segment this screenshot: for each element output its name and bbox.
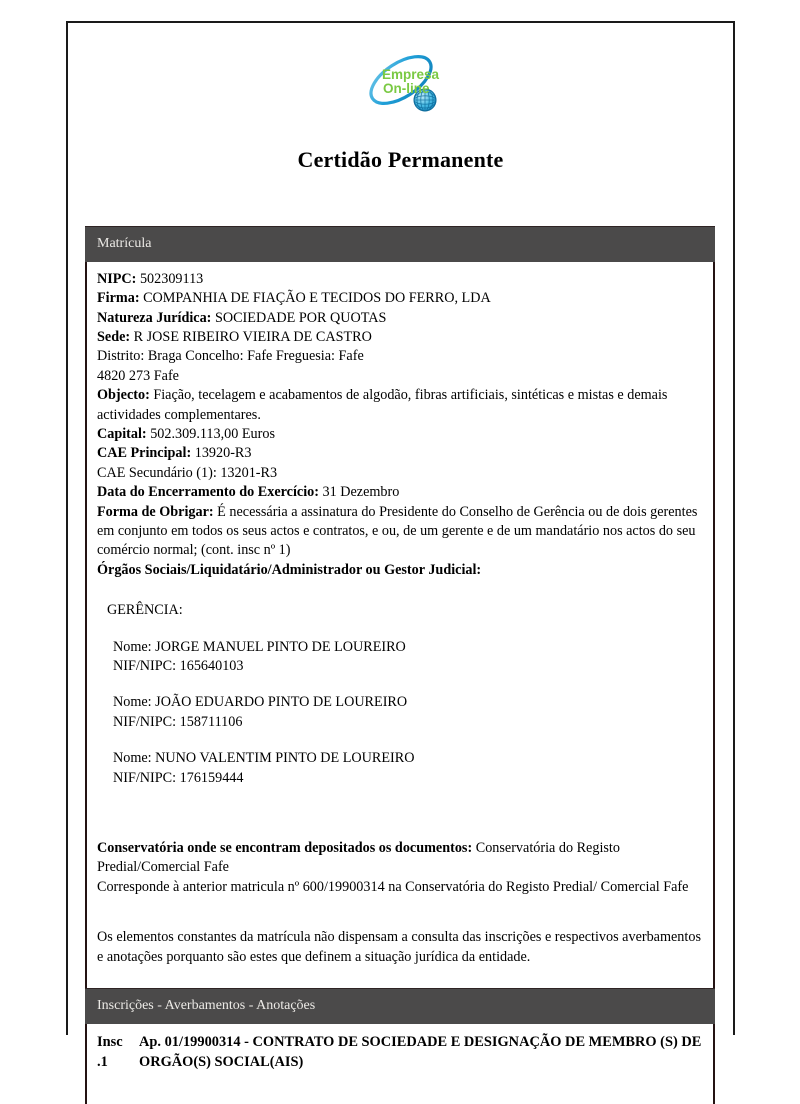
person-nif-line xyxy=(113,713,701,732)
person-name-label: Nome: xyxy=(113,638,152,655)
field-value: 4820 273 Fafe xyxy=(97,367,179,384)
field-label: Órgãos Sociais/Liquidatário/Administrador ou Gestor Judicial: xyxy=(97,561,482,578)
person-nif-value: 165640103 xyxy=(179,658,244,675)
person-nif-value: 176159444 xyxy=(179,769,244,786)
empresa-online-logo xyxy=(355,42,447,120)
field-nipc xyxy=(97,270,701,289)
field-orgaos-sociais xyxy=(97,561,701,580)
table-row xyxy=(87,1024,713,1072)
document-page xyxy=(66,21,735,1071)
field-value: É necessária a assinatura do Presidente do Conselho de Gerência ou de dois gerentes em conjunto em todos os seus actos e contratos, e ou, de um gerente e de um mandatário nos actos do seu comércio normal; (cont. insc nº 1) xyxy=(97,503,698,559)
field-value: 31 Dezembro xyxy=(322,484,400,501)
field-data-encerramento xyxy=(97,483,701,502)
person-name-line xyxy=(113,638,701,657)
field-value: Conservatória do Registo Predial/Comercial Fafe xyxy=(97,840,620,876)
person-name-value: NUNO VALENTIM PINTO DE LOUREIRO xyxy=(155,750,415,767)
field-value: Distrito: Braga Concelho: Fafe Freguesia: Fafe xyxy=(97,348,364,365)
person-entry xyxy=(97,749,701,788)
person-name-value: JORGE MANUEL PINTO DE LOUREIRO xyxy=(155,638,406,655)
field-value: 502.309.113,00 Euros xyxy=(150,425,275,442)
field-label: Forma de Obrigar: xyxy=(97,503,214,520)
person-nif-line xyxy=(113,769,701,788)
field-label: Capital: xyxy=(97,425,147,442)
person-name-label: Nome: xyxy=(113,750,152,767)
field-objecto xyxy=(97,386,701,425)
field-cae-principal xyxy=(97,444,701,463)
entry-code xyxy=(97,1033,139,1072)
person-entry xyxy=(97,638,701,677)
field-label: Firma: xyxy=(97,290,140,307)
field-label: Conservatória onde se encontram depositados os documentos: xyxy=(97,840,473,857)
field-label: Data do Encerramento do Exercício: xyxy=(97,484,319,501)
person-name-line xyxy=(113,693,701,712)
field-value: CAE Secundário (1): 13201-R3 xyxy=(97,464,278,481)
field-value: 502309113 xyxy=(139,270,204,287)
field-value: 13920-R3 xyxy=(194,445,252,462)
person-nif-line xyxy=(113,657,701,676)
person-nif-label: NIF/NIPC: xyxy=(113,658,177,675)
section-header-inscricoes: Inscrições - Averbamentos - Anotações xyxy=(85,988,715,1024)
field-matricula-anterior xyxy=(97,878,701,897)
field-forma-de-obrigar xyxy=(97,503,701,561)
field-conservatoria-deposito xyxy=(97,839,701,878)
entry-code-line1: Insc xyxy=(97,1034,123,1051)
person-entry xyxy=(97,693,701,732)
field-label: Sede: xyxy=(97,328,131,345)
field-value: Fiação, tecelagem e acabamentos de algodão, fibras artificiais, sintéticas e mistas e demais actividades complementares. xyxy=(97,387,668,423)
person-name-value: JOÃO EDUARDO PINTO DE LOUREIRO xyxy=(155,694,408,711)
field-value: R JOSE RIBEIRO VIEIRA DE CASTRO xyxy=(133,328,372,345)
field-firma xyxy=(97,289,701,308)
field-natureza-juridica xyxy=(97,309,701,328)
field-value: Corresponde à anterior matricula nº 600/19900314 na Conservatória do Registo Predial/ Comercial Fafe xyxy=(97,878,689,895)
section-header-matricula: Matrícula xyxy=(85,226,715,262)
field-value: COMPANHIA DE FIAÇÃO E TECIDOS DO FERRO, LDA xyxy=(143,290,491,307)
field-cae-secundario xyxy=(97,464,701,483)
field-label: Natureza Jurídica: xyxy=(97,309,212,326)
person-nif-value: 158711106 xyxy=(179,713,243,730)
person-nif-label: NIF/NIPC: xyxy=(113,769,177,786)
inscricoes-panel xyxy=(85,1024,715,1104)
field-sede xyxy=(97,328,701,347)
field-capital xyxy=(97,425,701,444)
field-value: SOCIEDADE POR QUOTAS xyxy=(214,309,387,326)
masthead xyxy=(68,23,733,125)
field-localidade xyxy=(97,347,701,366)
matricula-panel xyxy=(85,262,715,989)
entry-text: Ap. 01/19900314 - CONTRATO DE SOCIEDADE E DESIGNAÇÃO DE MEMBRO (S) DE ORGÃO(S) SOCIAL(AIS) xyxy=(139,1034,702,1071)
matricula-notice: Os elementos constantes da matrícula não dispensam a consulta das inscrições e respectivos averbamentos e anotações porquanto são estes que definem a situação jurídica da entidade. xyxy=(97,929,701,965)
entry-code-line2: .1 xyxy=(97,1054,108,1071)
person-nif-label: NIF/NIPC: xyxy=(113,713,177,730)
page-title: Certidão Permanente xyxy=(297,147,504,172)
field-label: NIPC: xyxy=(97,270,137,287)
logo-text-line1: Empresa xyxy=(381,67,439,82)
logo-text-line2: On-line xyxy=(382,81,429,96)
field-label: CAE Principal: xyxy=(97,445,192,462)
field-label: Objecto: xyxy=(97,387,150,404)
person-name-label: Nome: xyxy=(113,694,152,711)
person-name-line xyxy=(113,749,701,768)
organ-heading: GERÊNCIA: xyxy=(107,602,183,619)
field-codigo-postal xyxy=(97,367,701,386)
